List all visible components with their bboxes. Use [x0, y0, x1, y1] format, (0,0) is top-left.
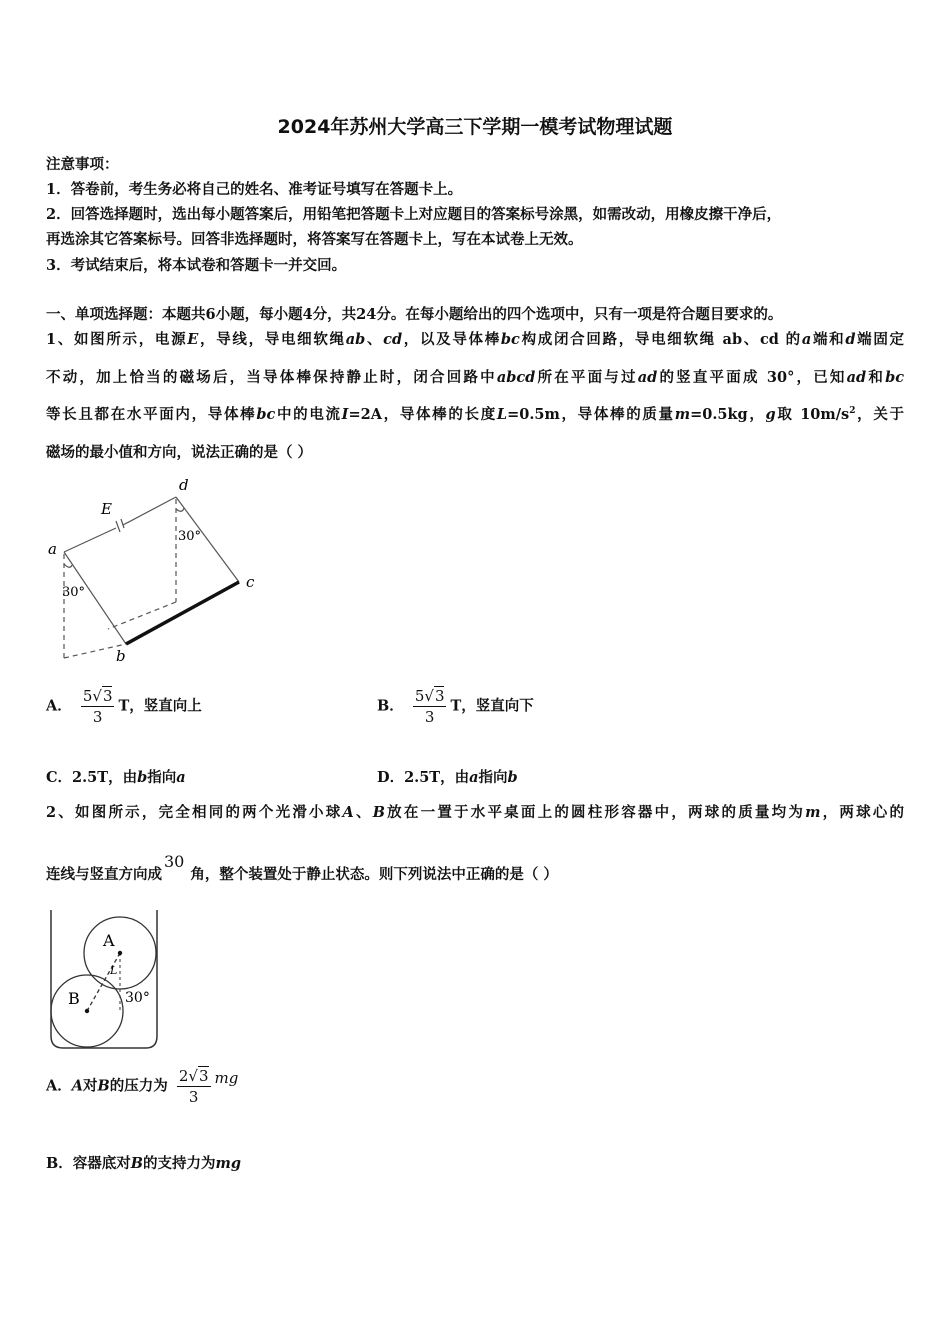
battery-plate-long — [116, 521, 120, 532]
label-angle-d: 30° — [178, 529, 202, 544]
fraction: $\frac{5√3}{3}$ — [82, 687, 113, 726]
angle-arc-d — [176, 508, 184, 511]
notice-item-2: 2．回答选择题时，选出每小题答案后，用铅笔把答题卡上对应题目的答案标号涂黑，如需改动，用橡皮擦干净后， — [46, 206, 782, 223]
q1-line-2: 不动，加上恰当的磁场后，当导体棒保持静止时，闭合回路中abcd所在平面与过ad的竖直平面成 30°，已知ad和bc — [46, 369, 905, 386]
label-angle: 30° — [125, 990, 150, 1006]
q2-container-figure — [46, 906, 166, 1056]
q2-option-b[interactable]: B．容器底对B的支持力为mg — [46, 1155, 242, 1172]
label-angle-a: 30° — [62, 585, 86, 600]
label-d: d — [179, 476, 189, 494]
battery-plate-short — [121, 519, 124, 528]
notice-item-1: 1．答卷前，考生务必将自己的姓名、准考证号填写在答题卡上。 — [46, 181, 463, 198]
conductor-rod-bc — [126, 582, 239, 644]
dashed-projection — [108, 602, 176, 629]
center-a — [118, 951, 122, 955]
angle-arc-a — [64, 564, 72, 567]
notice-item-2-cont: 再选涂其它答案标号。回答非选择题时，将答案写在答题卡上，写在本试卷上无效。 — [46, 231, 583, 248]
q2-line-1: 2、如图所示，完全相同的两个光滑小球A、B放在一置于水平桌面上的圆柱形容器中，两球的质量均为m，两球心的 — [46, 804, 905, 821]
center-b — [85, 1009, 89, 1013]
label-b: b — [116, 647, 126, 665]
q1-line-4: 磁场的最小值和方向，说法正确的是（ ） — [46, 444, 313, 461]
q2-line-2: 连线与竖直方向成30角，整个装置处于静止状态。则下列说法中正确的是（ ） — [46, 852, 558, 883]
label-E: E — [101, 500, 112, 518]
q1-line-1: 1、如图所示，电源E，导线，导电细软绳ab、cd，以及导体棒bc构成闭合回路，导电细软绳 ab、cd 的a端和d端固定 — [46, 331, 905, 348]
label-c: c — [246, 573, 255, 591]
label-ball-b: B — [68, 989, 80, 1008]
fraction: $\frac{2√3}{3}$ — [178, 1067, 209, 1106]
label-a: a — [48, 540, 57, 558]
q1-option-d[interactable]: D．2.5T，由a指向b — [377, 769, 518, 786]
page-title: 2024年苏州大学高三下学期一模考试物理试题 — [277, 116, 673, 138]
q1-option-c[interactable]: C．2.5T，由b指向a — [46, 769, 186, 786]
q1-line-3: 等长且都在水平面内，导体棒bc中的电流I=2A，导体棒的长度L=0.5m，导体棒的质量m=0.5kg，g取 $10m/s^2$，关于 — [46, 406, 905, 423]
q1-option-b[interactable]: B． $\frac{5√3}{3}$ T，竖直向下 — [377, 687, 534, 726]
wire-battery-to-d — [123, 497, 176, 525]
section-heading: 一、单项选择题：本题共6小题，每小题4分，共24分。在每小题给出的四个选项中，只有一项是符合题目要求的。 — [46, 306, 783, 323]
q2-option-a[interactable]: A．A对B的压力为 $\frac{2√3}{3}$ mg — [46, 1067, 239, 1106]
label-length: L — [110, 964, 118, 977]
center-line — [87, 953, 120, 1011]
label-ball-a: A — [103, 931, 115, 950]
fraction: $\frac{5√3}{3}$ — [414, 687, 445, 726]
q1-circuit-figure — [40, 472, 270, 667]
notice-heading: 注意事项： — [46, 156, 119, 173]
wire-a-to-battery — [64, 528, 116, 552]
notice-item-3: 3．考试结束后，将本试卷和答题卡一并交回。 — [46, 257, 347, 274]
q1-option-a[interactable]: A． $\frac{5√3}{3}$ T，竖直向上 — [46, 687, 202, 726]
